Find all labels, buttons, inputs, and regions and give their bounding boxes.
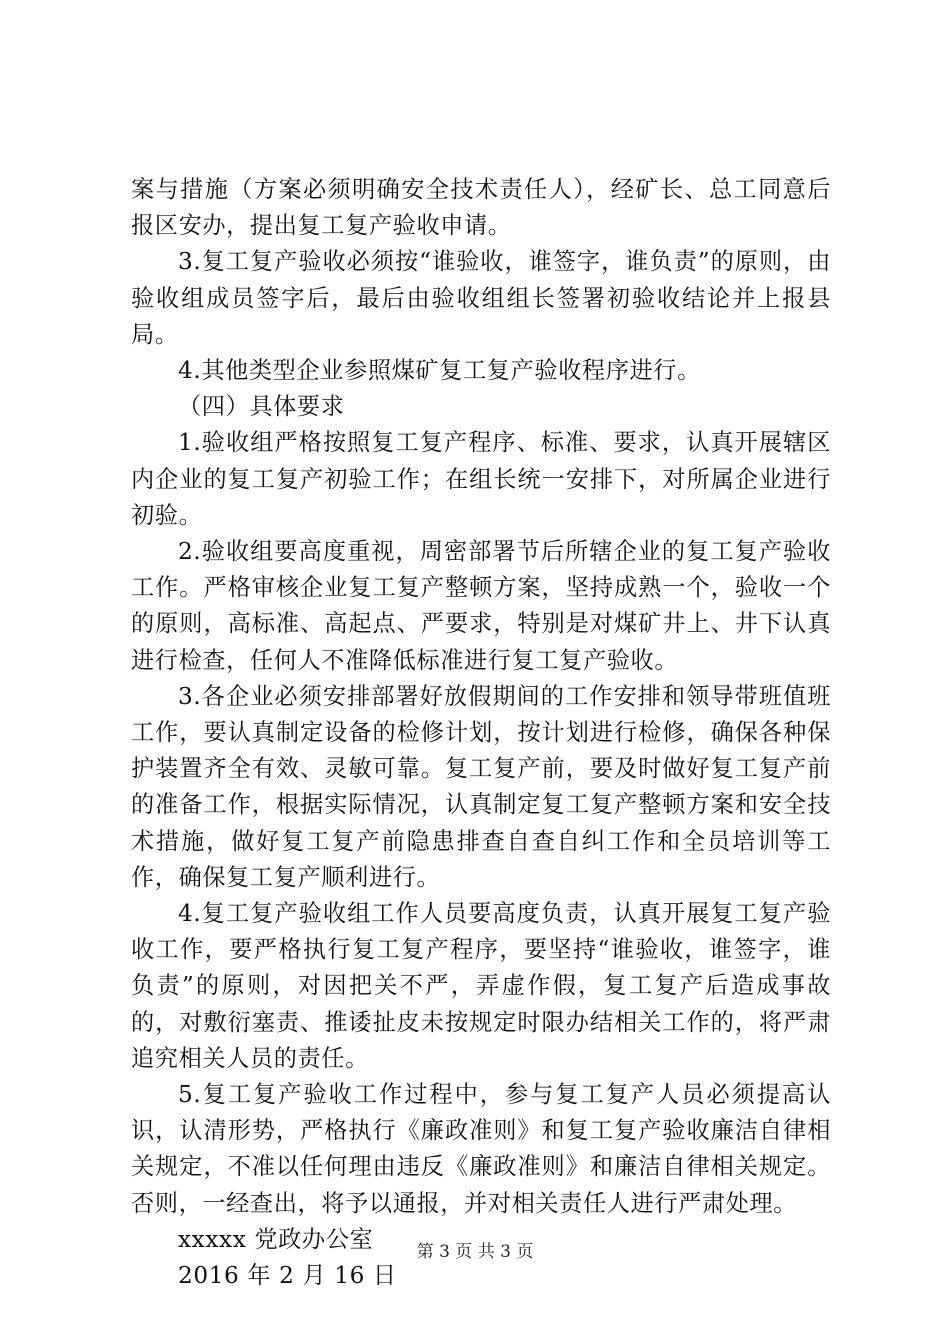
paragraph-5: 1.验收组严格按照复工复产程序、标准、要求，认真开展辖区内企业的复工复产初验工作；在组长统一安排下，对所属企业进行初验。 — [131, 429, 831, 529]
paragraph-2: 3.复工复产验收必须按“谁验收，谁签字，谁负责”的原则，由验收组成员签字后，最后由验收组组长签署初验收结论并上报县局。 — [131, 248, 831, 348]
paragraph-6: 2.验收组要高度重视，周密部署节后所辖企业的复工复产验收工作。严格审核企业复工复产整顿方案，坚持成熟一个，验收一个的原则，高标准、高起点、严要求，特别是对煤矿井上、井下认真进行检查，任何人不准降低标准进行复工复产验收。 — [131, 538, 831, 674]
issue-date: 2016 年 2 月 16 日 — [178, 1262, 397, 1290]
paragraph-1: 案与措施（方案必须明确安全技术责任人），经矿长、总工同意后报区安办，提出复工复产验收申请。 — [131, 176, 831, 240]
paragraph-3: 4.其他类型企业参照煤矿复工复产验收程序进行。 — [178, 357, 701, 385]
issuer-signature: xxxxx 党政办公室 — [178, 1225, 374, 1253]
section-heading: （四）具体要求 — [178, 393, 345, 421]
paragraph-7: 3.各企业必须安排部署好放假期间的工作安排和领导带班值班工作，要认真制定设备的检修计划，按计划进行检修，确保各种保护装置齐全有效、灵敏可靠。复工复产前，要及时做好复工复产前的准备工作，根据实际情况，认真制定复工复产整顿方案和安全技术措施，做好复工复产前隐患排查自查自纠工作和全员培训等工作，确保复工复产顺利进行。 — [131, 682, 831, 891]
paragraph-8: 4.复工复产验收组工作人员要高度负责，认真开展复工复产验收工作，要严格执行复工复产程序，要坚持“谁验收，谁签字，谁负责”的原则，对因把关不严，弄虚作假，复工复产后造成事故的，对敷衍塞责、推诿扯皮未按规定时限办结相关工作的，将严肃追究相关人员的责任。 — [131, 900, 831, 1072]
document-body — [131, 172, 831, 1294]
page-footer: 第 3 页 共 3 页 — [416, 1242, 534, 1262]
paragraph-9: 5.复工复产验收工作过程中，参与复工复产人员必须提高认识，认清形势，严格执行《廉政准则》和复工复产验收廉洁自律相关规定，不准以任何理由违反《廉政准则》和廉洁自律相关规定。否则，一经查出，将予以通报，并对相关责任人进行严肃处理。 — [131, 1081, 831, 1217]
